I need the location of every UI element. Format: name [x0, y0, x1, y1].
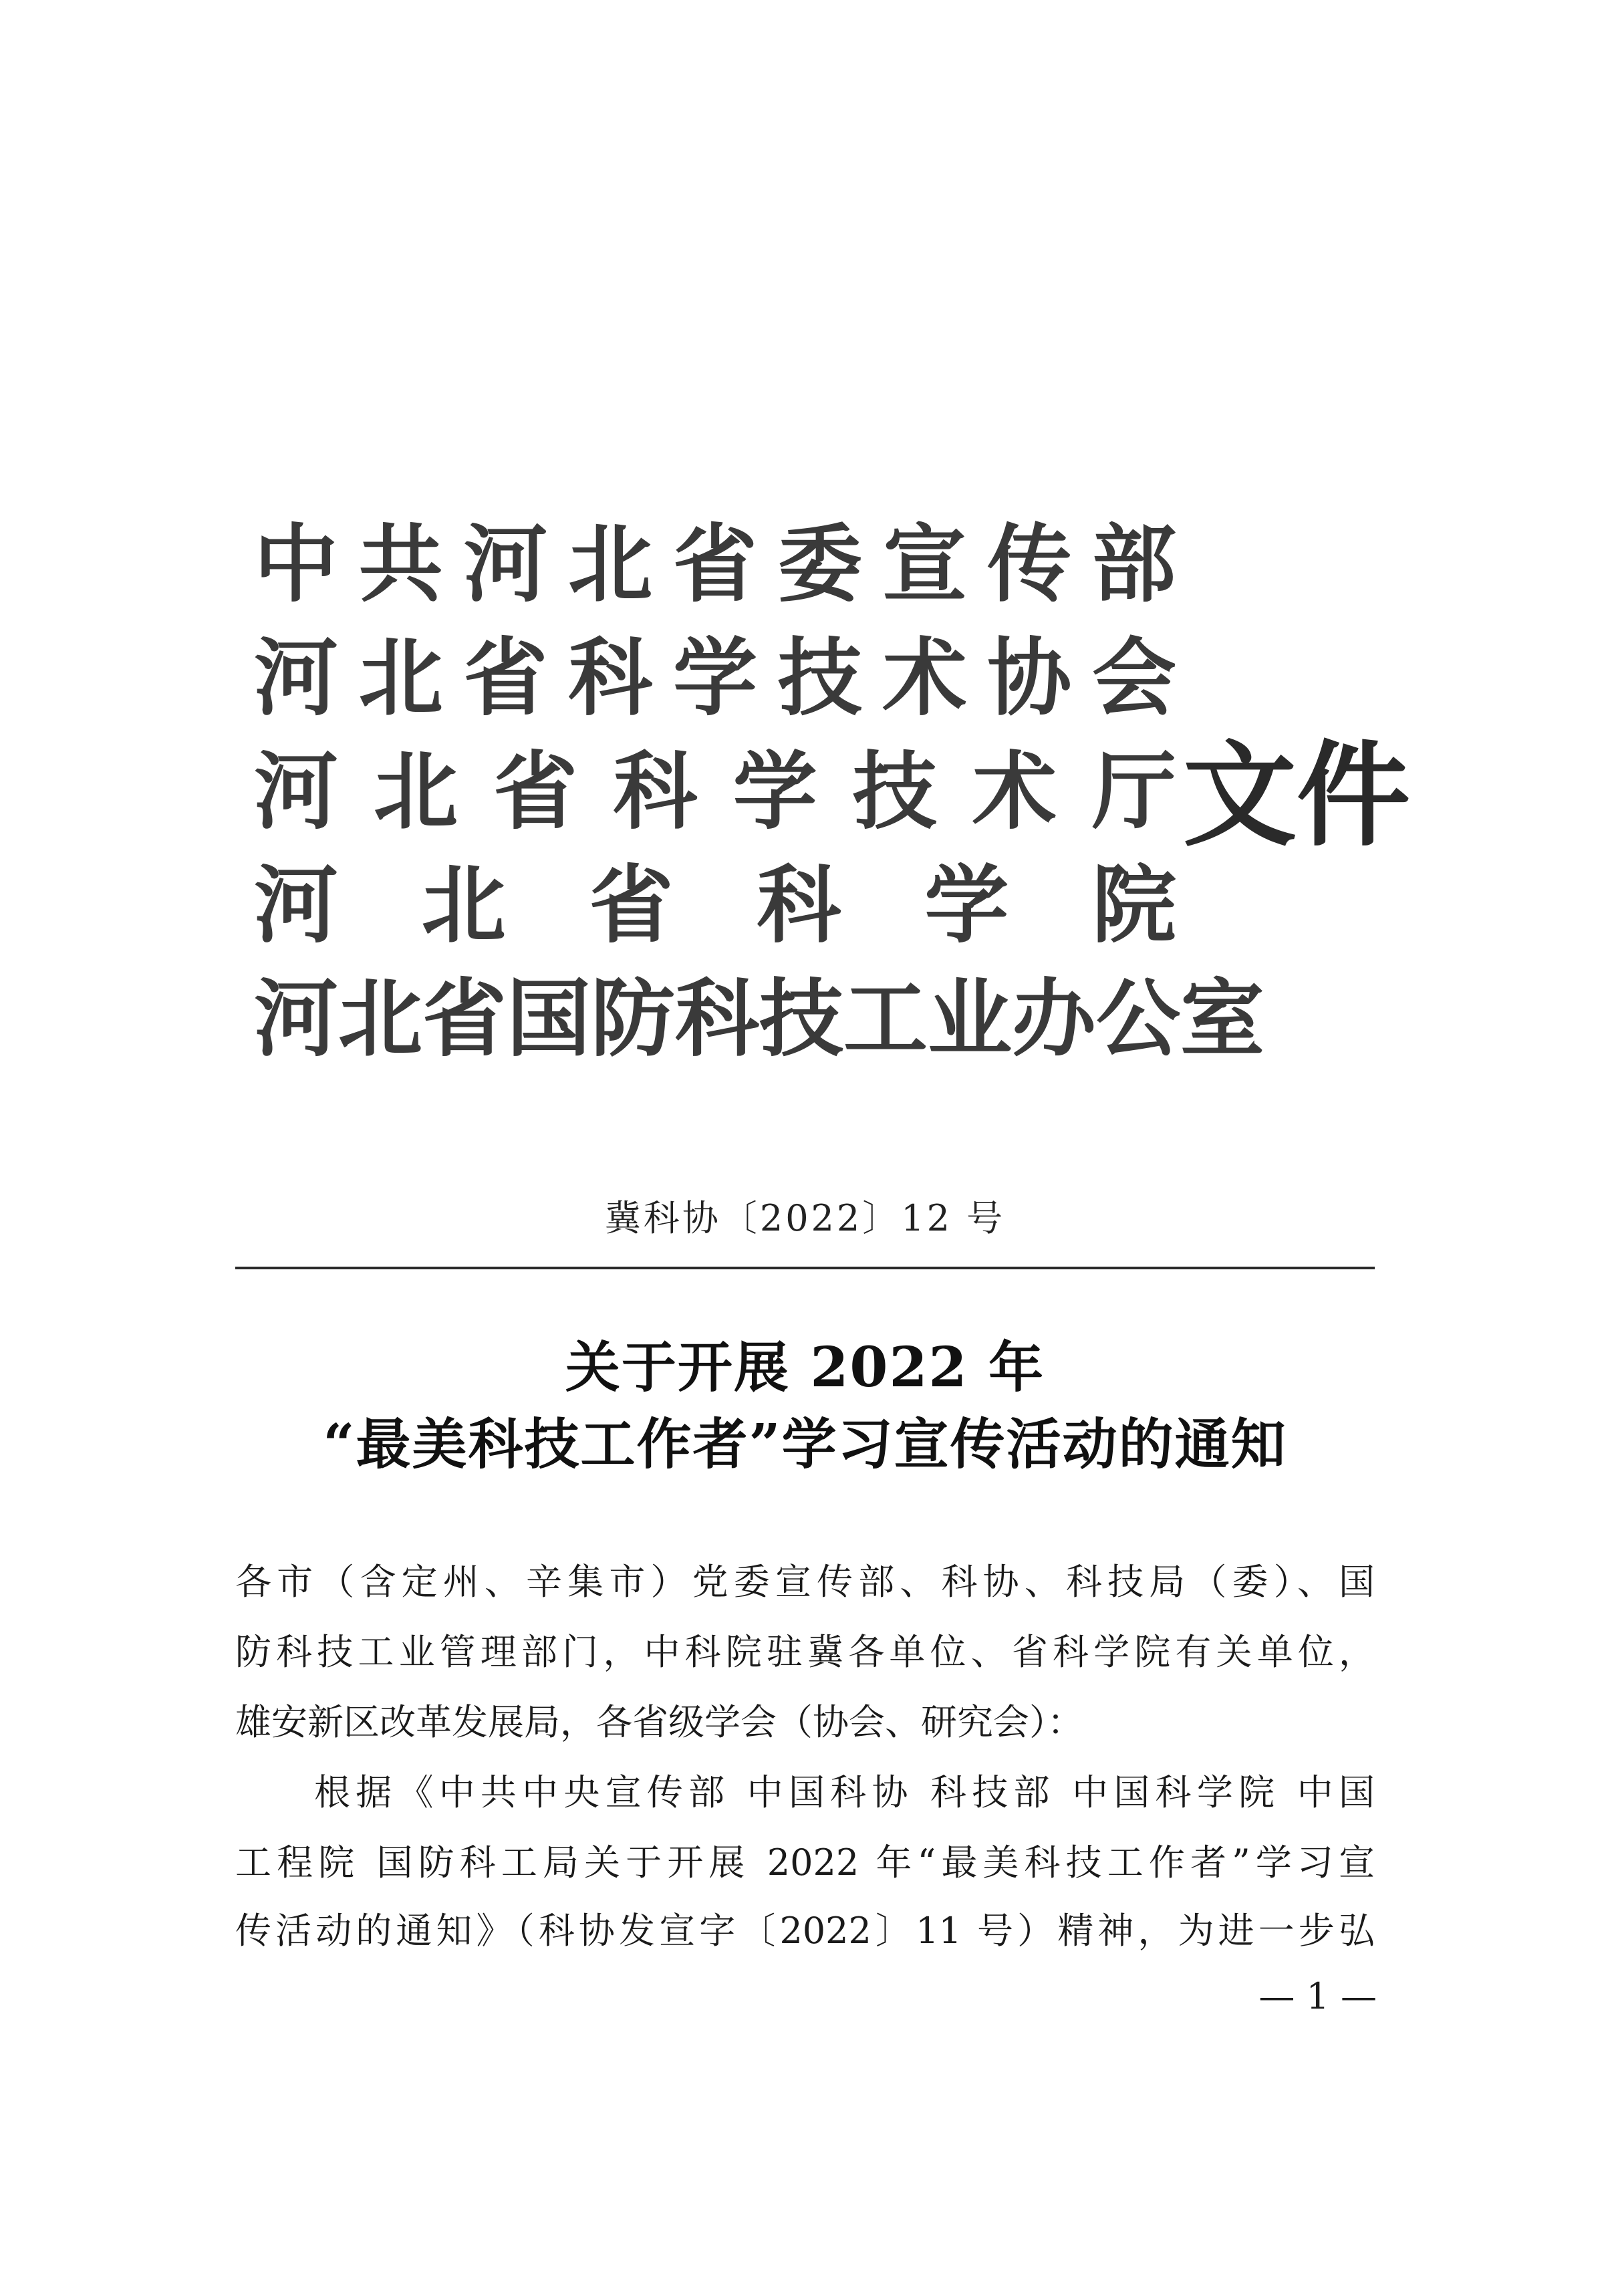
issuer-char: 省	[422, 970, 507, 1068]
issuer-science-department	[254, 742, 1176, 842]
issuer-publicity-department	[254, 515, 1176, 615]
page-number: — 1 —	[1258, 1975, 1377, 2017]
issuer-char: 技	[777, 629, 862, 727]
document-suffix: 文件	[1183, 729, 1411, 862]
issuer-char: 北	[374, 743, 458, 841]
addressee-line-1: 各市（含定州、辛集市）党委宣传部、科协、科技局（委）、国	[235, 1561, 1375, 1603]
paragraph-1-line-2: 工程院 国防科工局关于开展 2022 年“最美科技工作者”学习宣	[235, 1841, 1375, 1884]
issuer-char: 河	[254, 629, 338, 727]
issuer-char: 国	[507, 970, 591, 1068]
issuer-char: 公	[1096, 970, 1180, 1068]
addressee-line-3: 雄安新区改革发展局，各省级学会（协会、研究会）：	[235, 1701, 1083, 1743]
issuer-char: 技	[759, 970, 843, 1068]
issuer-char: 北	[358, 629, 443, 727]
issuing-authorities-header	[254, 515, 1411, 1083]
issuer-char: 办	[1012, 970, 1096, 1068]
issuer-char: 科	[757, 856, 841, 954]
issuer-char: 学	[732, 743, 817, 841]
issuer-char: 室	[1180, 970, 1264, 1068]
issuer-char: 术	[972, 743, 1057, 841]
issuer-char: 科	[675, 970, 759, 1068]
issuer-char: 河	[254, 743, 338, 841]
issuer-char: 业	[928, 970, 1012, 1068]
paragraph-1-line-1: 根据《中共中央宣传部 中国科协 科技部 中国科学院 中国	[314, 1771, 1375, 1813]
issuer-char: 科	[568, 629, 653, 727]
issuer-char: 北	[568, 515, 653, 614]
issuer-char: 河	[254, 856, 338, 954]
issuer-char: 部	[1092, 515, 1176, 614]
issuer-defense-industry-office	[254, 969, 1264, 1069]
paragraph-1-line-3: 传活动的通知》（科协发宣字〔2022〕11 号）精神，为进一步弘	[235, 1910, 1375, 1952]
issuer-char: 协	[987, 629, 1072, 727]
issuer-char: 北	[338, 970, 422, 1068]
issuer-char: 共	[358, 515, 443, 614]
issuer-academy-of-sciences	[254, 856, 1176, 956]
issuer-char: 技	[852, 743, 937, 841]
document-title-line-2: “最美科技工作者”学习宣传活动的通知	[323, 1412, 1287, 1477]
issuer-char: 传	[987, 515, 1072, 614]
addressee-line-2: 防科技工业管理部门，中科院驻冀各单位、省科学院有关单位，	[235, 1631, 1375, 1673]
issuer-char: 委	[777, 515, 862, 614]
issuer-char: 河	[254, 970, 338, 1068]
issuer-char: 会	[1092, 629, 1176, 727]
issuer-char: 省	[673, 515, 757, 614]
document-number: 冀科协〔2022〕12 号	[604, 1197, 1006, 1239]
issuer-char: 学	[924, 856, 1009, 954]
issuer-char: 河	[463, 515, 548, 614]
issuer-char: 学	[673, 629, 757, 727]
issuer-char: 宣	[882, 515, 967, 614]
issuer-char: 省	[589, 856, 674, 954]
issuer-science-association	[254, 628, 1176, 729]
issuer-char: 术	[882, 629, 967, 727]
issuer-char: 工	[843, 970, 928, 1068]
issuer-char: 省	[493, 743, 578, 841]
issuer-char: 科	[613, 743, 698, 841]
document-title-line-1: 关于开展 2022 年	[565, 1335, 1045, 1400]
header-divider	[235, 1267, 1375, 1269]
issuer-char: 北	[421, 856, 506, 954]
issuer-char: 中	[254, 515, 338, 614]
issuer-char: 厅	[1091, 743, 1176, 841]
issuer-char: 省	[463, 629, 548, 727]
issuer-char: 防	[591, 970, 675, 1068]
issuer-char: 院	[1091, 856, 1176, 954]
